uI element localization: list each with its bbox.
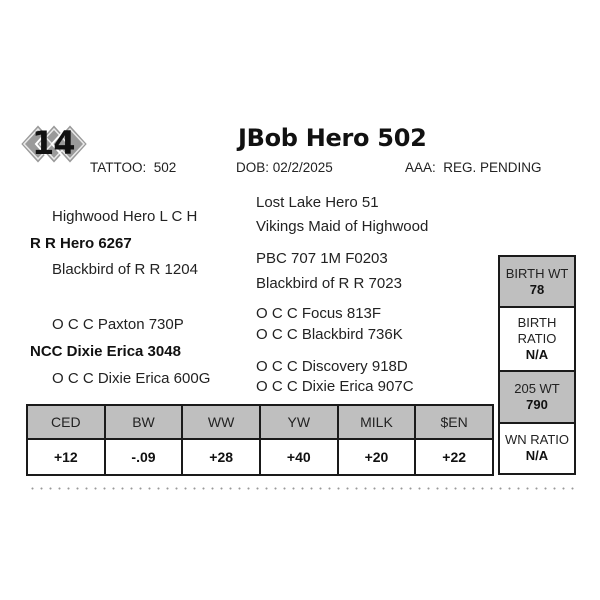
epd-header-bw: BW bbox=[105, 405, 183, 439]
pedigree-sire-sire-dam: Vikings Maid of Highwood bbox=[256, 218, 429, 235]
epd-header-en: $EN bbox=[415, 405, 493, 439]
weaning-ratio-value: N/A bbox=[525, 448, 549, 464]
weaning-ratio-cell bbox=[500, 424, 574, 473]
pedigree-sire-sire: Highwood Hero L C H bbox=[52, 208, 198, 225]
epd-value-ced: +12 bbox=[27, 439, 105, 475]
epd-value-ww: +28 bbox=[182, 439, 260, 475]
pedigree-dam-sire-sire: O C C Focus 813F bbox=[256, 305, 382, 322]
epd-value-en: +22 bbox=[415, 439, 493, 475]
pedigree-sire-dam-dam: Blackbird of R R 7023 bbox=[256, 275, 402, 292]
pedigree-dam-sire: O C C Paxton 730P bbox=[52, 316, 184, 333]
date-of-birth: DOB: 02/2/2025 bbox=[236, 160, 333, 175]
clipped-footnote bbox=[28, 484, 578, 492]
birth-ratio-cell bbox=[500, 308, 574, 372]
performance-box bbox=[498, 255, 576, 475]
pedigree-dam: NCC Dixie Erica 3048 bbox=[30, 343, 181, 360]
birth-weight-label: BIRTH WT bbox=[505, 265, 569, 281]
clipped-footnote-text-fragment bbox=[28, 487, 578, 490]
tattoo: TATTOO: 502 bbox=[90, 160, 177, 175]
pedigree-sire-dam-sire: PBC 707 1M F0203 bbox=[256, 250, 388, 267]
birth-ratio-label: BIRTH RATIO bbox=[517, 315, 557, 347]
epd-header-milk: MILK bbox=[338, 405, 416, 439]
pedigree-sire-dam: Blackbird of R R 1204 bbox=[52, 261, 198, 278]
lot-number: 14 bbox=[32, 124, 75, 162]
birth-weight-cell bbox=[500, 257, 574, 308]
pedigree-dam-dam-sire: O C C Discovery 918D bbox=[256, 358, 408, 375]
epd-value-row bbox=[27, 439, 493, 475]
epd-header-ww: WW bbox=[182, 405, 260, 439]
birth-weight-value: 78 bbox=[529, 281, 545, 297]
epd-header-row bbox=[27, 405, 493, 439]
pedigree-sire: R R Hero 6267 bbox=[30, 235, 132, 252]
pedigree-dam-dam-dam: O C C Dixie Erica 907C bbox=[256, 378, 414, 395]
pedigree-dam-dam: O C C Dixie Erica 600G bbox=[52, 370, 211, 387]
pedigree-sire-sire-sire: Lost Lake Hero 51 bbox=[256, 194, 379, 211]
pedigree-dam-sire-dam: O C C Blackbird 736K bbox=[256, 326, 403, 343]
epd-value-milk: +20 bbox=[338, 439, 416, 475]
epd-header-ced: CED bbox=[27, 405, 105, 439]
weaning-weight-label: 205 WT bbox=[514, 380, 560, 396]
registration-status: AAA: REG. PENDING bbox=[405, 160, 542, 175]
epd-value-bw: -.09 bbox=[105, 439, 183, 475]
lot-badge bbox=[20, 122, 92, 166]
weaning-weight-value: 790 bbox=[526, 396, 548, 412]
animal-name: JBob Hero 502 bbox=[238, 124, 427, 152]
birth-ratio-value: N/A bbox=[525, 347, 549, 363]
epd-table bbox=[26, 404, 494, 476]
weaning-weight-cell bbox=[500, 372, 574, 423]
weaning-ratio-label: WN RATIO bbox=[504, 432, 570, 448]
epd-header-yw: YW bbox=[260, 405, 338, 439]
epd-value-yw: +40 bbox=[260, 439, 338, 475]
